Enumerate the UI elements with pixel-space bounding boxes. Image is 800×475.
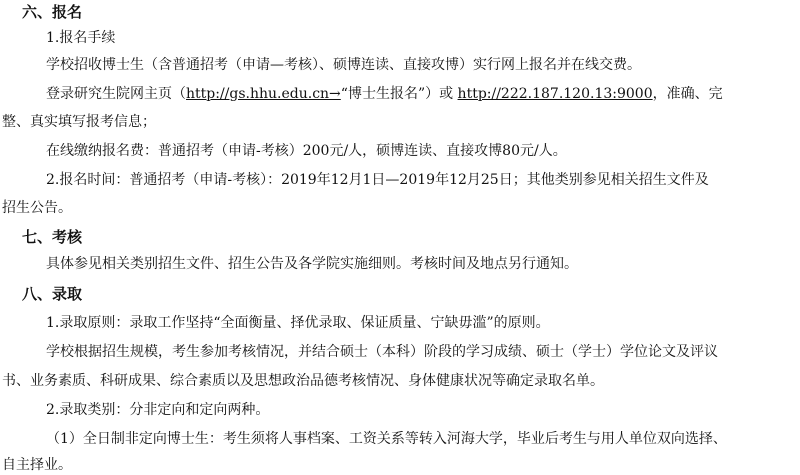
item-admission-categories: 2.录取类别：分非定向和定向两种。: [46, 402, 270, 418]
item-registration-time-cont: 招生公告。: [2, 200, 72, 216]
paragraph-login-links-cont: 整、真实填写报考信息；: [2, 114, 156, 130]
item-non-directed-doctoral: （1）全日制非定向博士生：考生须将人事档案、工资关系等转入河海大学，毕业后考生与用人单位双向选择、: [46, 431, 727, 447]
login-text-suffix: ，准确、完: [652, 86, 723, 102]
item-admission-principle: 1.录取原则：录取工作坚持“全面衡量、择优录取、保证质量、宁缺毋滥”的原则。: [46, 315, 550, 331]
paragraph-login-links: [46, 84, 800, 104]
item-registration-procedure: 1.报名手续: [46, 30, 116, 46]
item-registration-time: 2.报名时间：普通招考（申请-考核）：2019年12月1日—2019年12月25日；其他类别参见相关招生文件及: [46, 172, 709, 188]
graduate-school-link[interactable]: http://gs.hhu.edu.cn→: [186, 86, 341, 102]
login-text-prefix: 登录研究生院网主页（: [46, 86, 186, 102]
section-heading-assessment: 七、考核: [22, 228, 83, 246]
paragraph-admission-basis: 学校根据招生规模，考生参加考核情况，并结合硕士（本科）阶段的学习成绩、硕士（学士）学位论文及评议: [46, 344, 718, 360]
section-heading-registration: 六、报名: [22, 3, 83, 21]
login-text-middle: “博士生报名”）或: [340, 86, 458, 102]
paragraph-registration-fee: 在线缴纳报名费：普通招考（申请-考核）200元/人，硕博连读、直接攻博80元/人。: [46, 143, 567, 159]
paragraph-online-registration: 学校招收博士生（含普通招考（申请—考核）、硕博连读、直接攻博）实行网上报名并在线交费。: [46, 57, 641, 73]
paragraph-assessment: 具体参见相关类别招生文件、招生公告及各学院实施细则。考核时间及地点另行通知。: [46, 256, 578, 272]
paragraph-admission-basis-cont: 书、业务素质、科研成果、综合素质以及思想政治品德考核情况、身体健康状况等确定录取名单。: [2, 373, 604, 389]
registration-system-link[interactable]: http://222.187.120.13:9000: [457, 86, 653, 102]
section-heading-admission: 八、录取: [22, 285, 83, 303]
item-non-directed-doctoral-cont: 自主择业。: [2, 457, 72, 473]
